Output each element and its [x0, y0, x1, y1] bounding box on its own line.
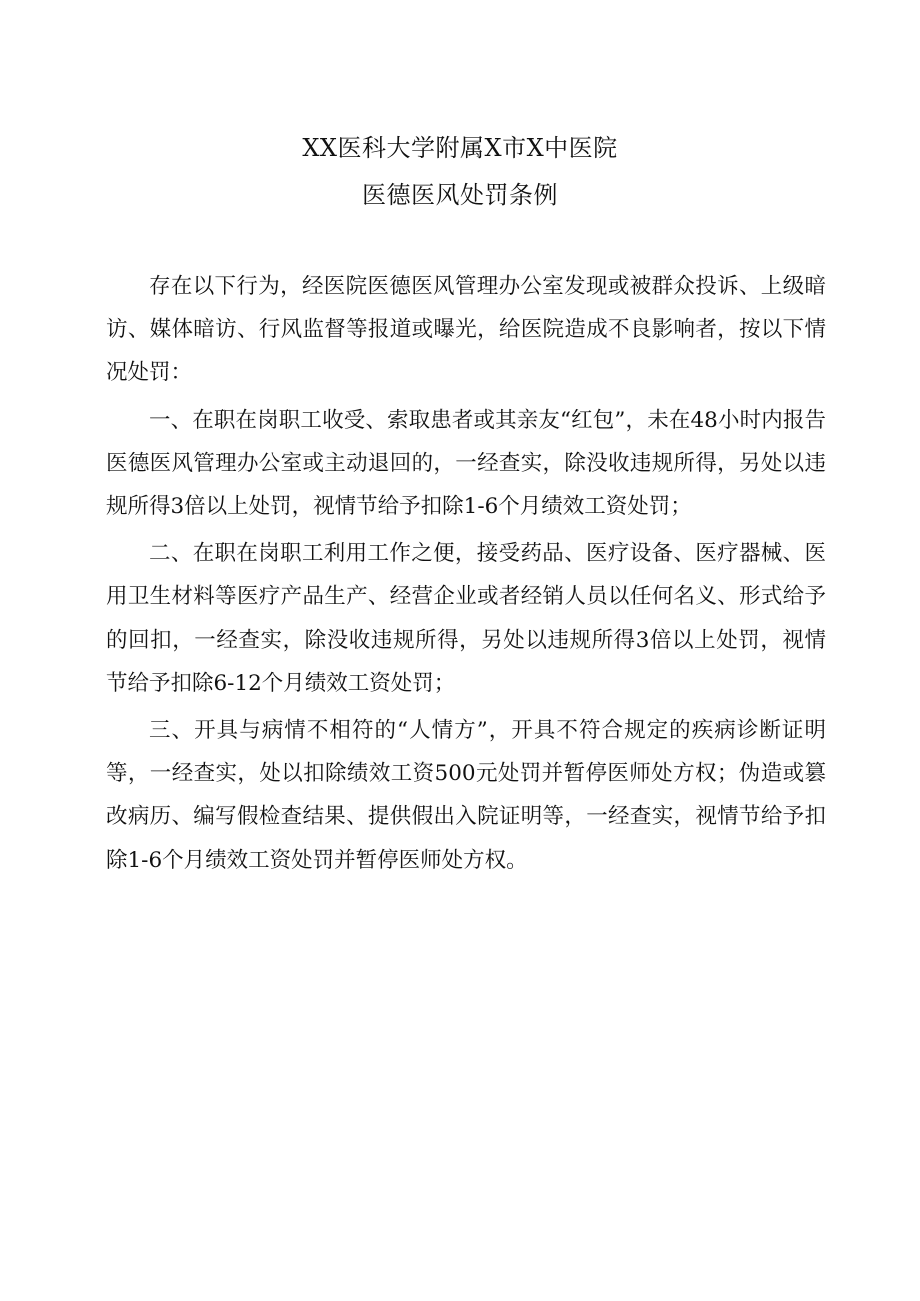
- document-body: [106, 265, 826, 882]
- intro-paragraph: 存在以下行为，经医院医德医风管理办公室发现或被群众投诉、上级暗访、媒体暗访、行风监督等报道或曝光，给医院造成不良影响者，按以下情况处罚：: [106, 274, 826, 386]
- clause-3-paragraph: 三、开具与病情不相符的“人情方”，开具不符合规定的疾病诊断证明等，一经查实，处以扣除绩效工资500元处罚并暂停医师处方权；伪造或篡改病历、编写假检查结果、提供假出入院证明等，一经查实，视情节给予扣除1-6个月绩效工资处罚并暂停医师处方权。: [106, 718, 826, 873]
- document-subtitle: 医德医风处罚条例: [362, 181, 558, 209]
- clause-1-paragraph: 一、在职在岗职工收受、索取患者或其亲友“红包”，未在48小时内报告医德医风管理办公室或主动退回的，一经查实，除没收违规所得，另处以违规所得3倍以上处罚，视情节给予扣除1-6个月绩效工资处罚；: [106, 407, 826, 520]
- document-title: XX医科大学附属X市X中医院: [302, 134, 618, 162]
- clause-2-paragraph: 二、在职在岗职工利用工作之便，接受药品、医疗设备、医疗器械、医用卫生材料等医疗产品生产、经营企业或者经销人员以任何名义、形式给予的回扣，一经查实，除没收违规所得，另处以违规所得3倍以上处罚，视情节给予扣除6-12个月绩效工资处罚；: [106, 541, 826, 696]
